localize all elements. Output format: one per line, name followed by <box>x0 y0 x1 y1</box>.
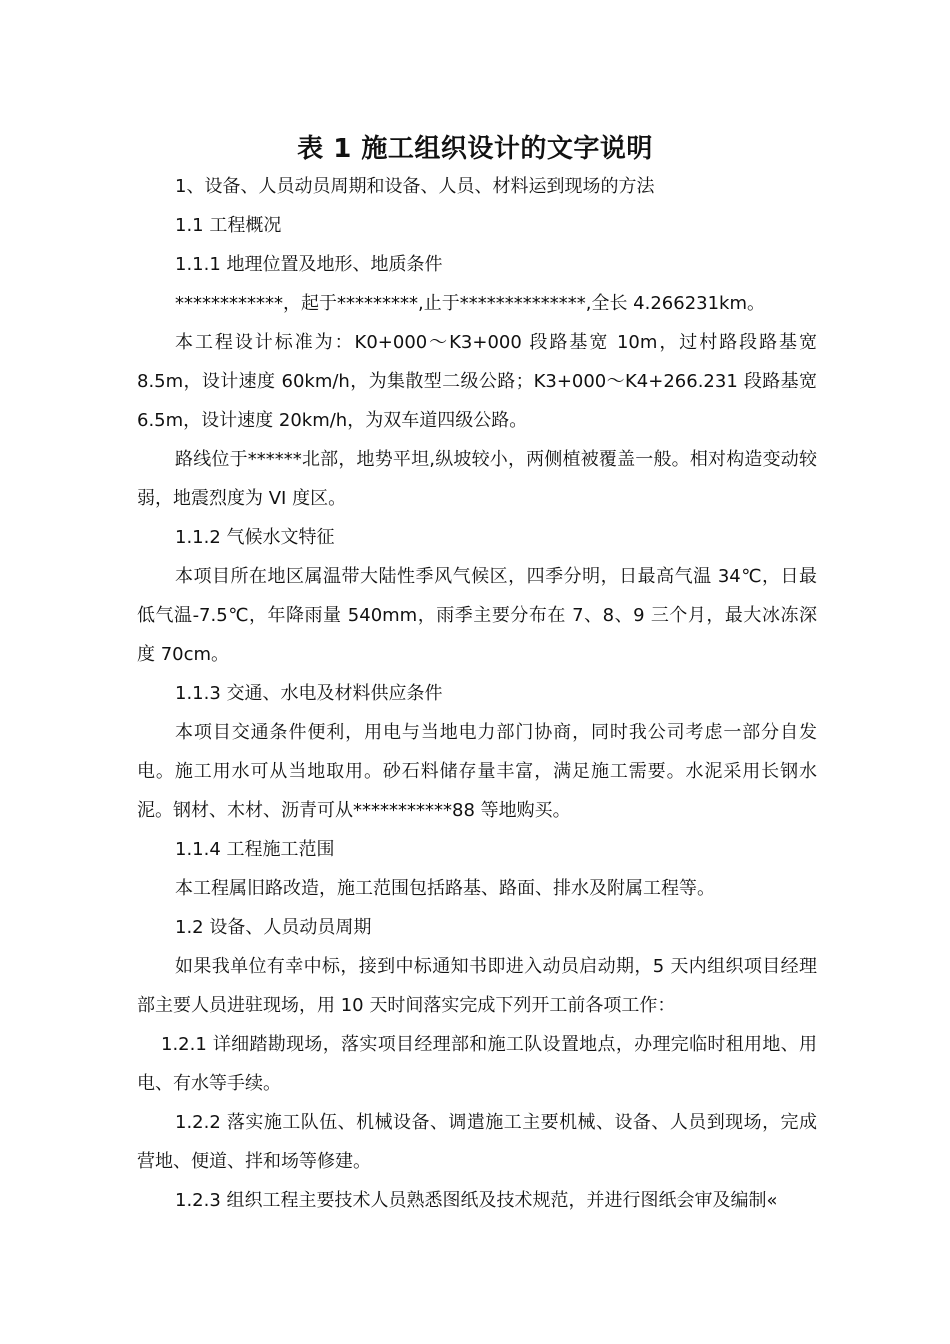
section-heading: 1.1.3 交通、水电及材料供应条件 <box>175 683 443 704</box>
paragraph: 如果我单位有幸中标，接到中标通知书即进入动员启动期，5 天内组织项目经理部主要人员进驻现场，用 10 天时间落实完成下列开工前各项工作： <box>137 956 817 1016</box>
paragraph: ************，起于*********,止于**************,全长 4.266231km。 <box>175 293 766 314</box>
document-body <box>137 167 817 1220</box>
paragraph: 本项目交通条件便利，用电与当地电力部门协商，同时我公司考虑一部分自发电。施工用水可从当地取用。砂石料储存量丰富，满足施工需要。水泥采用长钢水泥。钢材、木材、沥青可从***********88 等地购买。 <box>137 722 817 821</box>
section-heading: 1、设备、人员动员周期和设备、人员、材料运到现场的方法 <box>175 176 655 197</box>
section-heading: 1.1.4 工程施工范围 <box>175 839 335 860</box>
paragraph: 本工程设计标准为：K0+000～K3+000 段路基宽 10m，过村路段路基宽 8.5m，设计速度 60km/h，为集散型二级公路；K3+000～K4+266.231 段路基宽 6.5m，设计速度 20km/h，为双车道四级公路。 <box>137 332 817 431</box>
paragraph: 1.2.2 落实施工队伍、机械设备、调遣施工主要机械、设备、人员到现场，完成营地、便道、拌和场等修建。 <box>137 1112 817 1172</box>
paragraph: 1.2.1 详细踏勘现场，落实项目经理部和施工队设置地点，办理完临时租用地、用电、有水等手续。 <box>137 1034 817 1094</box>
paragraph: 本项目所在地区属温带大陆性季风气候区，四季分明，日最高气温 34℃，日最低气温-7.5℃，年降雨量 540mm，雨季主要分布在 7、8、9 三个月，最大冰冻深度 70cm。 <box>137 566 817 665</box>
paragraph: 1.2.3 组织工程主要技术人员熟悉图纸及技术规范，并进行图纸会审及编制« <box>175 1190 778 1211</box>
section-heading: 1.1.2 气候水文特征 <box>175 527 335 548</box>
paragraph: 本工程属旧路改造，施工范围包括路基、路面、排水及附属工程等。 <box>175 878 715 899</box>
paragraph: 路线位于******北部，地势平坦,纵坡较小，两侧植被覆盖一般。相对构造变动较弱，地震烈度为 VI 度区。 <box>137 449 817 509</box>
section-heading: 1.1 工程概况 <box>175 215 282 236</box>
section-heading: 1.1.1 地理位置及地形、地质条件 <box>175 254 443 275</box>
document-title: 表 1 施工组织设计的文字说明 <box>297 134 653 165</box>
section-heading: 1.2 设备、人员动员周期 <box>175 917 372 938</box>
